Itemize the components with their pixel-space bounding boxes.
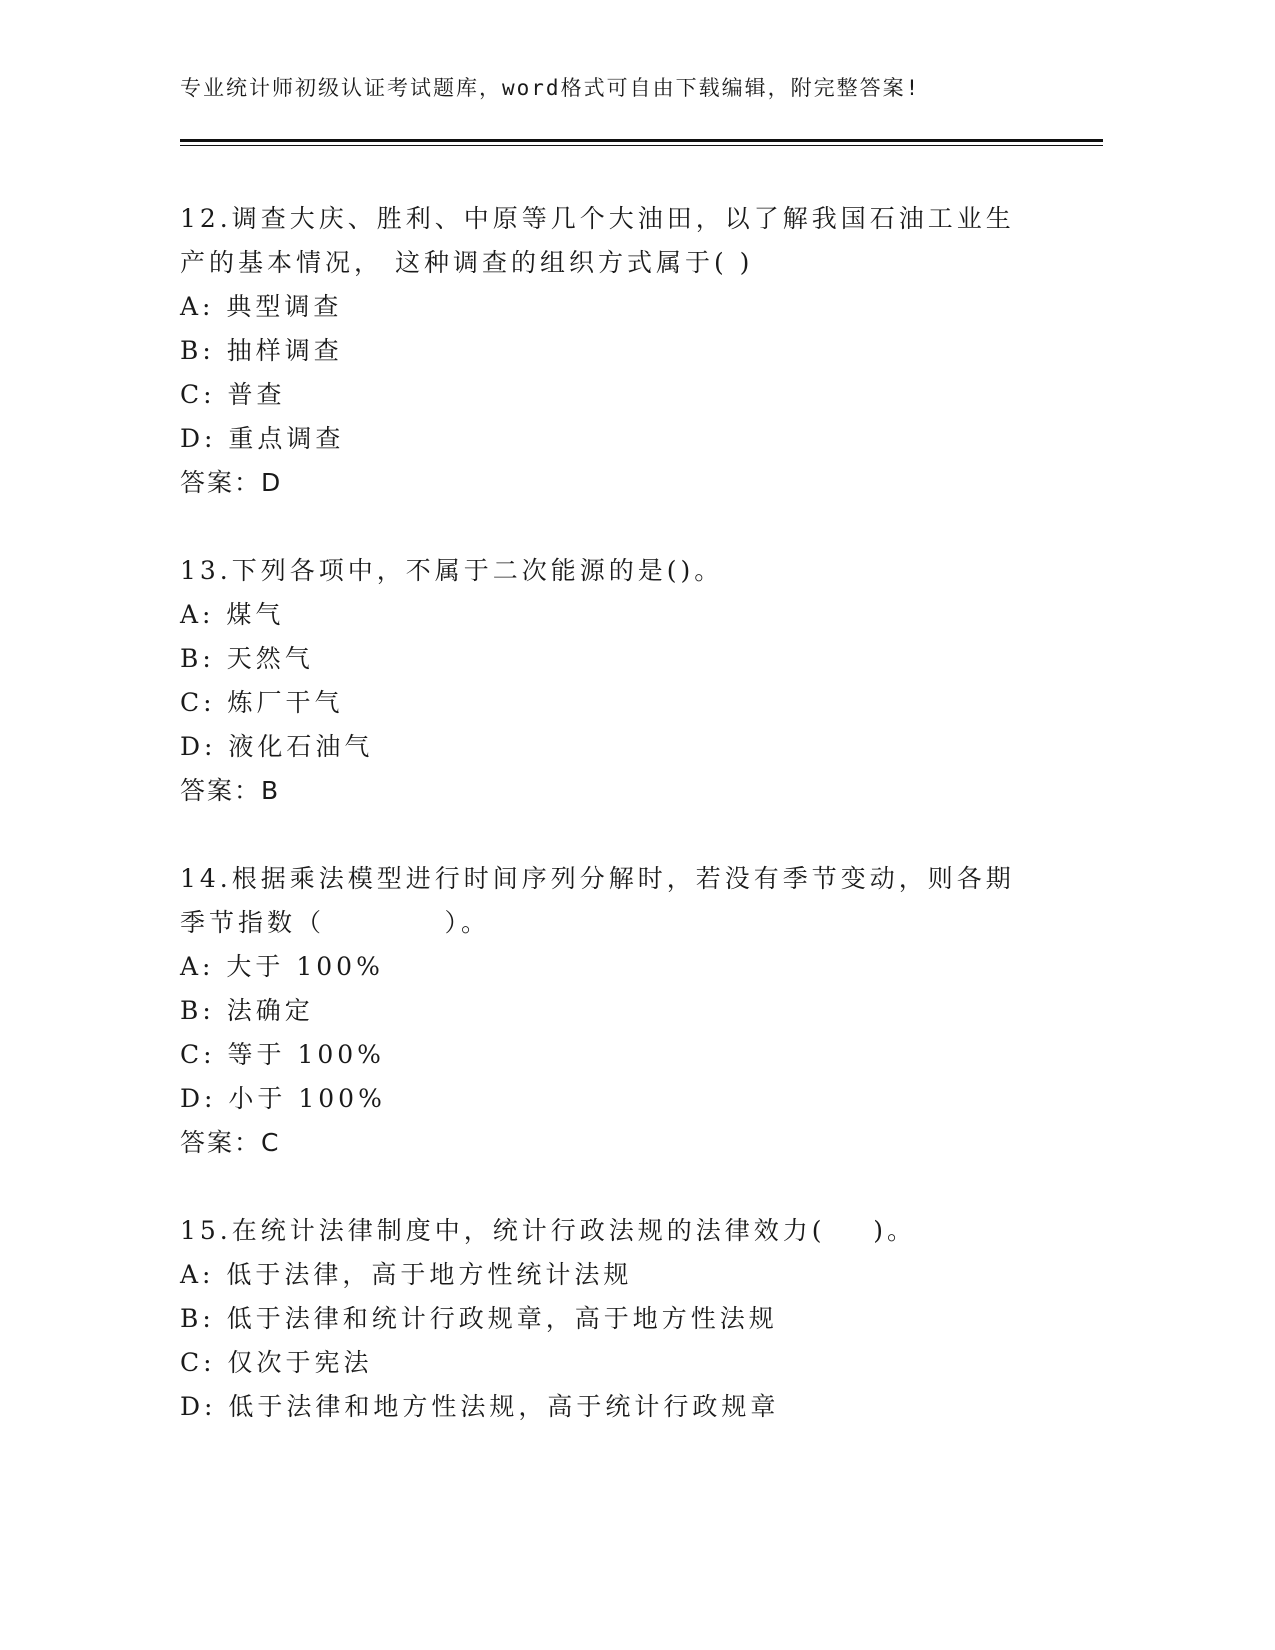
question-stem: 14.根据乘法模型进行时间序列分解时，若没有季节变动，则各期季节指数（ ）。 xyxy=(180,864,1015,937)
question-stem: 13.下列各项中，不属于二次能源的是()。 xyxy=(180,556,724,585)
header-note: 专业统计师初级认证考试题库，word格式可自由下载编辑，附完整答案! xyxy=(180,76,921,100)
option-d: D: 小于 100% xyxy=(180,1084,386,1113)
option-a: A: 煤气 xyxy=(180,600,285,629)
option-d: D: 液化石油气 xyxy=(180,732,374,761)
option-b: B: 法确定 xyxy=(180,996,314,1025)
question-14 xyxy=(180,857,1030,1165)
option-c: C: 普查 xyxy=(180,380,286,409)
question-list xyxy=(180,197,1030,1429)
question-spacer xyxy=(180,1165,1030,1209)
option-b: B: 天然气 xyxy=(180,644,314,673)
option-d: D: 低于法律和地方性法规，高于统计行政规章 xyxy=(180,1392,780,1421)
question-spacer xyxy=(180,813,1030,857)
option-a: A: 低于法律，高于地方性统计法规 xyxy=(180,1260,633,1289)
option-b: B: 抽样调查 xyxy=(180,336,343,365)
question-stem: 12.调查大庆、胜利、中原等几个大油田，以了解我国石油工业生产的基本情况， 这种调查的组织方式属于( ) xyxy=(180,204,1015,277)
question-stem: 15.在统计法律制度中，统计行政法规的法律效力( )。 xyxy=(180,1216,917,1245)
answer-line: 答案：C xyxy=(180,1128,281,1157)
option-a: A: 大于 100% xyxy=(180,952,384,981)
question-12 xyxy=(180,197,1030,505)
answer-line: 答案：B xyxy=(180,776,281,805)
option-a: A: 典型调查 xyxy=(180,292,343,321)
question-13 xyxy=(180,549,1030,813)
option-c: C: 炼厂干气 xyxy=(180,688,344,717)
option-d: D: 重点调查 xyxy=(180,424,345,453)
option-c: C: 仅次于宪法 xyxy=(180,1348,373,1377)
option-c: C: 等于 100% xyxy=(180,1040,385,1069)
header-divider-thin xyxy=(180,145,1103,146)
header-divider-thick xyxy=(180,139,1103,142)
question-spacer xyxy=(180,505,1030,549)
question-15 xyxy=(180,1209,1030,1429)
option-b: B: 低于法律和统计行政规章，高于地方性法规 xyxy=(180,1304,778,1333)
answer-line: 答案：D xyxy=(180,468,283,497)
